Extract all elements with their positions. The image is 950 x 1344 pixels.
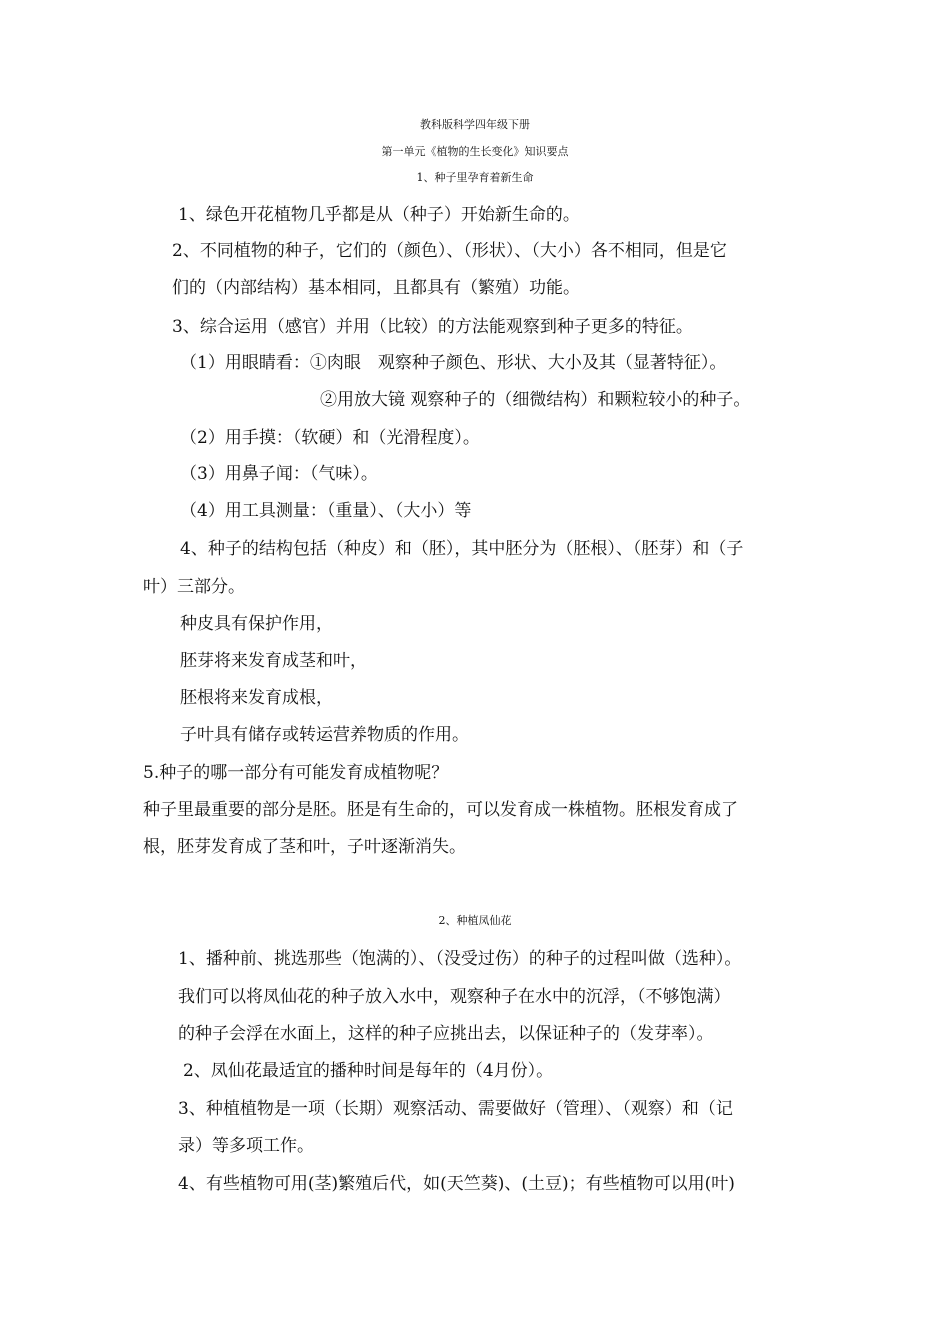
paragraph-line: 们的（内部结构）基本相同，且都具有（繁殖）功能。 bbox=[172, 278, 580, 298]
paragraph-line: 2、凤仙花最适宜的播种时间是每年的（4月份）。 bbox=[183, 1061, 554, 1081]
paragraph-line: 我们可以将凤仙花的种子放入水中，观察种子在水中的沉浮，（不够饱满） bbox=[178, 987, 731, 1007]
paragraph-line: 叶）三部分。 bbox=[143, 577, 245, 597]
paragraph-line: （2）用手摸：（软硬）和（光滑程度）。 bbox=[180, 428, 480, 448]
paragraph-line: 录）等多项工作。 bbox=[178, 1136, 314, 1156]
section1-heading: 1、种子里孕育着新生命 bbox=[416, 171, 534, 184]
paragraph-line: （3）用鼻子闻：（气味）。 bbox=[180, 464, 378, 484]
paragraph-line: （4）用工具测量：（重量）、（大小）等 bbox=[180, 501, 472, 521]
paragraph-line: 2、不同植物的种子，它们的（颜色）、（形状）、（大小）各不相同，但是它 bbox=[172, 241, 727, 261]
paragraph-line: 的种子会浮在水面上，这样的种子应挑出去，以保证种子的（发芽率）。 bbox=[178, 1024, 714, 1044]
paragraph-line: 根，胚芽发育成了茎和叶，子叶逐渐消失。 bbox=[143, 837, 466, 857]
paragraph-line: 4、种子的结构包括（种皮）和（胚），其中胚分为（胚根）、（胚芽）和（子 bbox=[180, 539, 744, 559]
paragraph-line: 3、种植植物是一项（长期）观察活动、需要做好（管理）、（观察）和（记 bbox=[178, 1099, 733, 1119]
paragraph-line: ②用放大镜 观察种子的（细微结构）和颗粒较小的种子。 bbox=[320, 390, 751, 410]
paragraph-line: 4、有些植物可用(茎)繁殖后代，如(天竺葵)、(土豆)；有些植物可以用(叶) bbox=[178, 1174, 735, 1194]
section2-heading: 2、种植凤仙花 bbox=[438, 914, 512, 927]
paragraph-line: 3、综合运用（感官）并用（比较）的方法能观察到种子更多的特征。 bbox=[172, 317, 693, 337]
document-subtitle: 第一单元《植物的生长变化》知识要点 bbox=[381, 145, 569, 158]
paragraph-line: 1、播种前、挑选那些（饱满的）、（没受过伤）的种子的过程叫做（选种）。 bbox=[178, 949, 742, 969]
paragraph-line: 5.种子的哪一部分有可能发育成植物呢？ bbox=[143, 763, 449, 783]
paragraph-line: 胚根将来发育成根， bbox=[180, 688, 333, 708]
document-title: 教科版科学四年级下册 bbox=[420, 118, 530, 131]
paragraph-line: 种皮具有保护作用， bbox=[180, 614, 333, 634]
paragraph-line: 子叶具有储存或转运营养物质的作用。 bbox=[180, 725, 469, 745]
paragraph-line: 1、绿色开花植物几乎都是从（种子）开始新生命的。 bbox=[178, 205, 580, 225]
paragraph-line: 胚芽将来发育成茎和叶， bbox=[180, 651, 367, 671]
paragraph-line: （1）用眼睛看：①肉眼 观察种子颜色、形状、大小及其（显著特征）。 bbox=[180, 353, 727, 373]
paragraph-line: 种子里最重要的部分是胚。胚是有生命的，可以发育成一株植物。胚根发育成了 bbox=[143, 800, 738, 820]
